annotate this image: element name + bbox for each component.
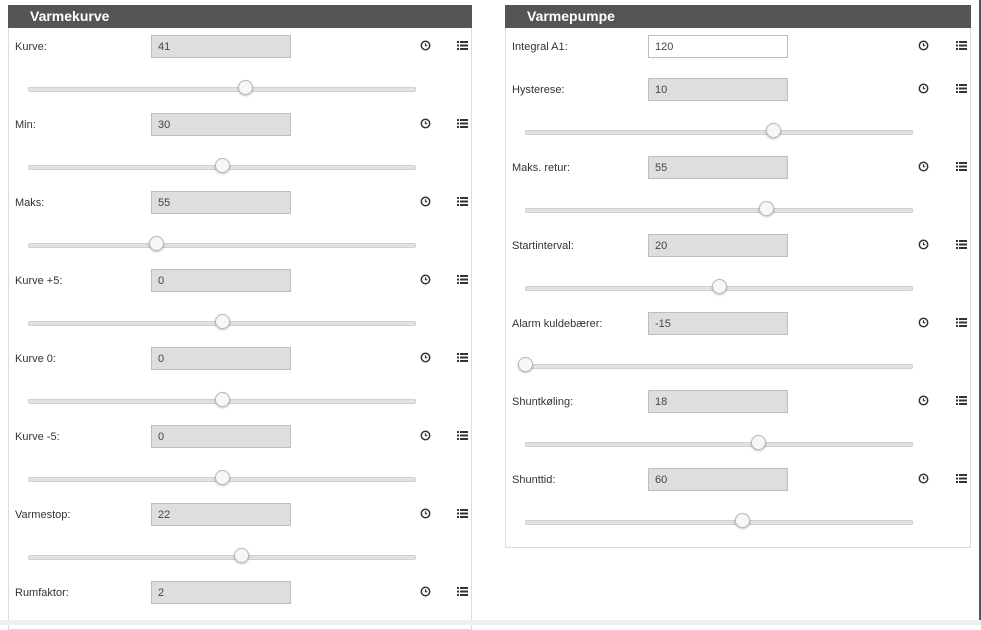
slider-handle[interactable] bbox=[215, 392, 230, 407]
list-icon[interactable] bbox=[457, 352, 468, 363]
clock-icon[interactable] bbox=[420, 118, 431, 129]
list-icon[interactable] bbox=[457, 196, 468, 207]
input-rumfaktor[interactable] bbox=[151, 581, 291, 604]
bottom-strip bbox=[0, 620, 981, 625]
slider-track[interactable] bbox=[525, 130, 913, 135]
clock-icon[interactable] bbox=[420, 352, 431, 363]
label-kurve-0: Kurve 0: bbox=[15, 353, 56, 365]
clock-icon[interactable] bbox=[918, 395, 929, 406]
label-alarm-kuldebærer: Alarm kuldebærer: bbox=[512, 318, 603, 330]
clock-icon[interactable] bbox=[420, 196, 431, 207]
label-hysterese: Hysterese: bbox=[512, 84, 565, 96]
label-maks-retur: Maks. retur: bbox=[512, 162, 571, 174]
slider-kurve-0[interactable] bbox=[28, 395, 416, 406]
slider-kurve[interactable] bbox=[28, 83, 416, 94]
slider-handle[interactable] bbox=[215, 158, 230, 173]
slider-track[interactable] bbox=[525, 364, 913, 369]
slider-kurve-plus5[interactable] bbox=[28, 317, 416, 328]
list-icon[interactable] bbox=[956, 395, 967, 406]
slider-maks[interactable] bbox=[28, 239, 416, 250]
list-icon[interactable] bbox=[457, 118, 468, 129]
slider-handle[interactable] bbox=[712, 279, 727, 294]
slider-handle[interactable] bbox=[215, 314, 230, 329]
list-icon[interactable] bbox=[457, 274, 468, 285]
slider-handle[interactable] bbox=[735, 513, 750, 528]
slider-handle[interactable] bbox=[149, 236, 164, 251]
input-kurve-plus5[interactable] bbox=[151, 269, 291, 292]
label-integral-a1: Integral A1: bbox=[512, 41, 568, 53]
slider-track[interactable] bbox=[525, 520, 913, 525]
input-integral-a1[interactable] bbox=[648, 35, 788, 58]
varmepumpe-header: Varmepumpe bbox=[505, 5, 971, 28]
input-maks[interactable] bbox=[151, 191, 291, 214]
input-varmestop[interactable] bbox=[151, 503, 291, 526]
label-rumfaktor: Rumfaktor: bbox=[15, 587, 69, 599]
list-icon[interactable] bbox=[956, 40, 967, 51]
input-maks-retur[interactable] bbox=[648, 156, 788, 179]
slider-alarm-kuldebærer[interactable] bbox=[525, 360, 913, 371]
clock-icon[interactable] bbox=[420, 586, 431, 597]
slider-track[interactable] bbox=[525, 208, 913, 213]
varmekurve-panel bbox=[8, 5, 472, 630]
label-min: Min: bbox=[15, 119, 36, 131]
label-varmestop: Varmestop: bbox=[15, 509, 71, 521]
clock-icon[interactable] bbox=[918, 161, 929, 172]
label-maks: Maks: bbox=[15, 197, 45, 209]
label-kurve-plus5: Kurve +5: bbox=[15, 275, 63, 287]
input-shuntkøling[interactable] bbox=[648, 390, 788, 413]
label-shunttid: Shunttid: bbox=[512, 474, 556, 486]
clock-icon[interactable] bbox=[918, 473, 929, 484]
list-icon[interactable] bbox=[457, 586, 468, 597]
slider-varmestop[interactable] bbox=[28, 551, 416, 562]
slider-handle[interactable] bbox=[234, 548, 249, 563]
slider-startinterval[interactable] bbox=[525, 282, 913, 293]
label-shuntkøling: Shuntkøling: bbox=[512, 396, 574, 408]
list-icon[interactable] bbox=[956, 161, 967, 172]
clock-icon[interactable] bbox=[918, 239, 929, 250]
list-icon[interactable] bbox=[457, 430, 468, 441]
list-icon[interactable] bbox=[457, 508, 468, 519]
slider-handle[interactable] bbox=[751, 435, 766, 450]
list-icon[interactable] bbox=[956, 317, 967, 328]
input-alarm-kuldebærer[interactable] bbox=[648, 312, 788, 335]
slider-handle[interactable] bbox=[518, 357, 533, 372]
clock-icon[interactable] bbox=[420, 40, 431, 51]
slider-kurve--5[interactable] bbox=[28, 473, 416, 484]
input-min[interactable] bbox=[151, 113, 291, 136]
slider-track[interactable] bbox=[525, 442, 913, 447]
slider-handle[interactable] bbox=[215, 470, 230, 485]
slider-shunttid[interactable] bbox=[525, 516, 913, 527]
slider-min[interactable] bbox=[28, 161, 416, 172]
varmepumpe-panel bbox=[505, 5, 971, 548]
input-kurve[interactable] bbox=[151, 35, 291, 58]
clock-icon[interactable] bbox=[918, 317, 929, 328]
label-kurve: Kurve: bbox=[15, 41, 47, 53]
slider-track[interactable] bbox=[28, 243, 416, 248]
slider-track[interactable] bbox=[28, 87, 416, 92]
input-shunttid[interactable] bbox=[648, 468, 788, 491]
input-startinterval[interactable] bbox=[648, 234, 788, 257]
slider-handle[interactable] bbox=[759, 201, 774, 216]
clock-icon[interactable] bbox=[420, 508, 431, 519]
input-kurve--5[interactable] bbox=[151, 425, 291, 448]
varmekurve-header: Varmekurve bbox=[8, 5, 472, 28]
slider-handle[interactable] bbox=[766, 123, 781, 138]
slider-hysterese[interactable] bbox=[525, 126, 913, 137]
slider-maks-retur[interactable] bbox=[525, 204, 913, 215]
input-kurve-0[interactable] bbox=[151, 347, 291, 370]
clock-icon[interactable] bbox=[420, 430, 431, 441]
slider-track[interactable] bbox=[28, 555, 416, 560]
list-icon[interactable] bbox=[956, 239, 967, 250]
list-icon[interactable] bbox=[956, 83, 967, 94]
clock-icon[interactable] bbox=[918, 40, 929, 51]
slider-handle[interactable] bbox=[238, 80, 253, 95]
list-icon[interactable] bbox=[457, 40, 468, 51]
label-startinterval: Startinterval: bbox=[512, 240, 574, 252]
clock-icon[interactable] bbox=[918, 83, 929, 94]
slider-shuntkøling[interactable] bbox=[525, 438, 913, 449]
label-kurve--5: Kurve -5: bbox=[15, 431, 60, 443]
input-hysterese[interactable] bbox=[648, 78, 788, 101]
list-icon[interactable] bbox=[956, 473, 967, 484]
clock-icon[interactable] bbox=[420, 274, 431, 285]
